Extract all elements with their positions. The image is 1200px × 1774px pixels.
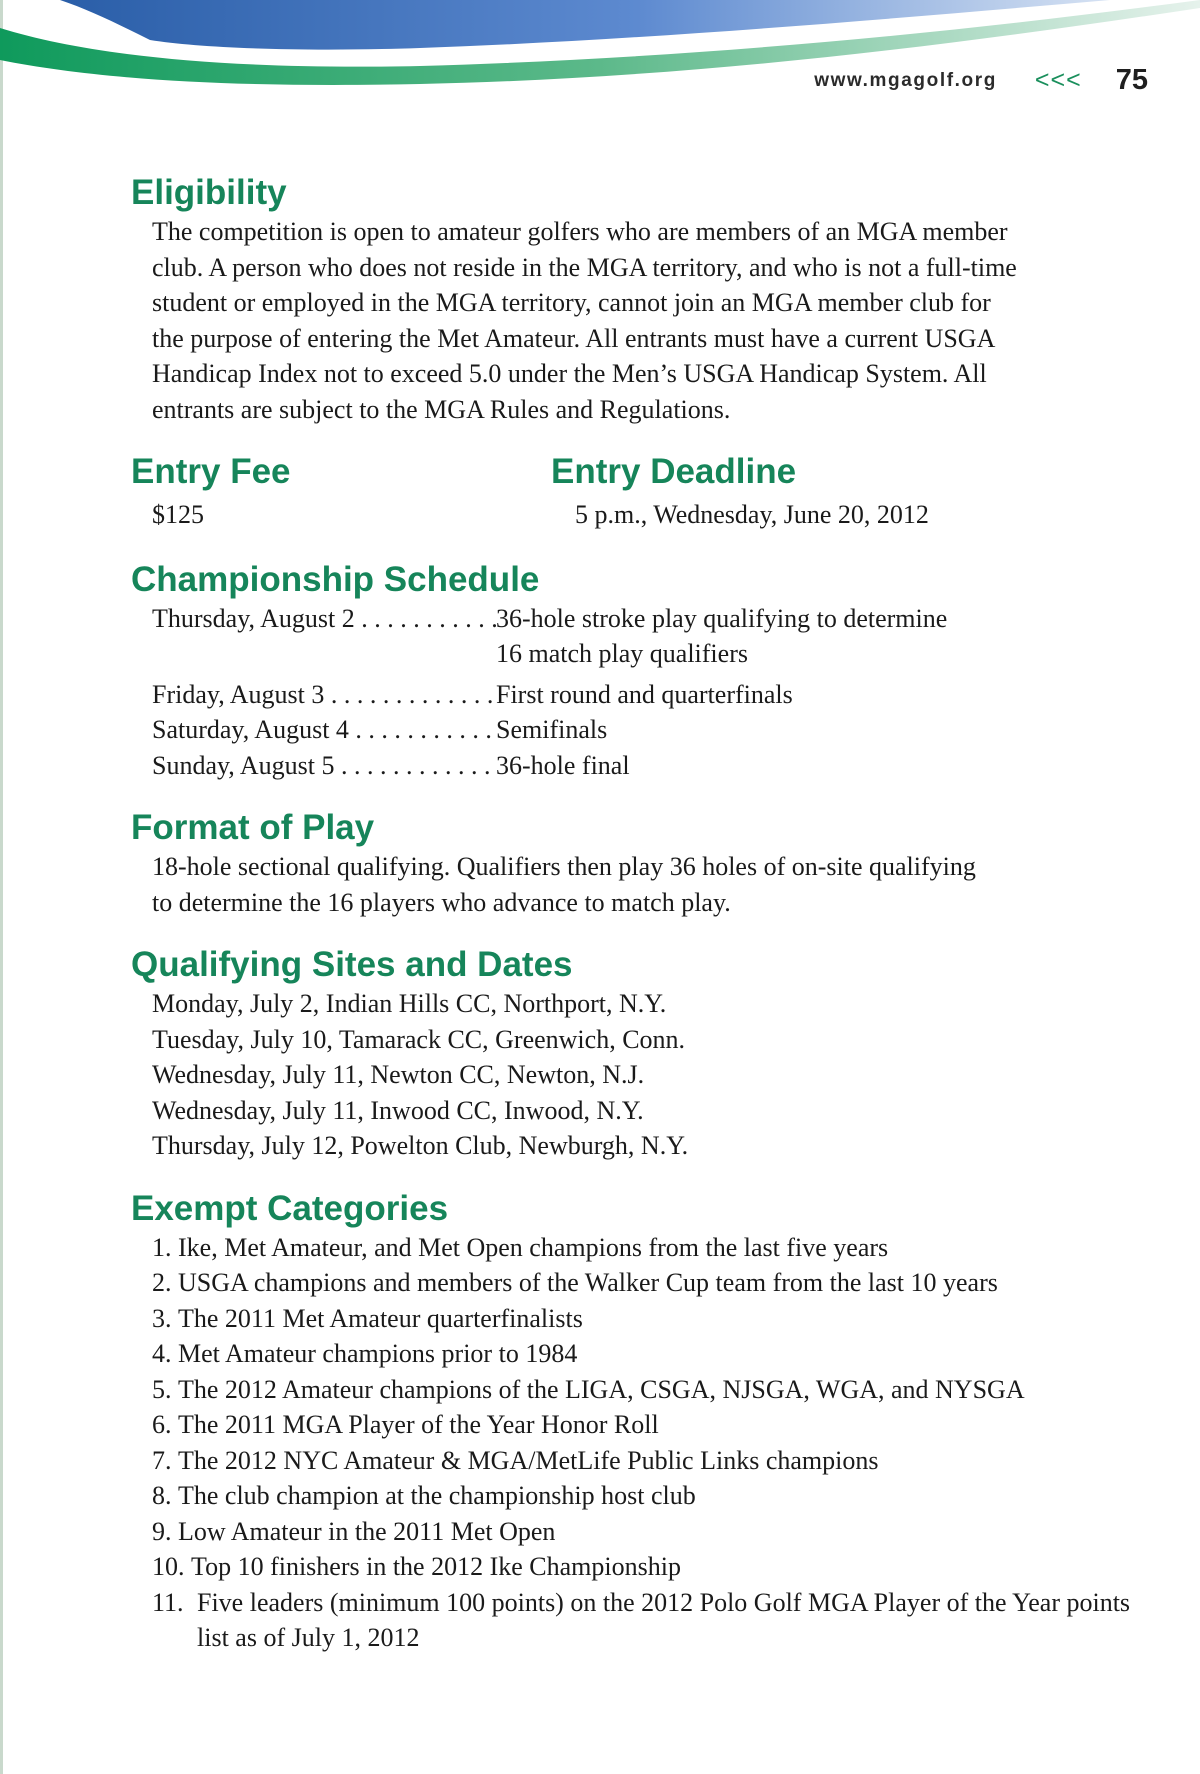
schedule-day: Thursday, August 2 . . . [152, 601, 496, 672]
exempt-item [131, 1478, 1141, 1514]
exempt-text: USGA champions and members of the Walker Cup team from the last 10 years [178, 1268, 998, 1297]
entry-deadline-heading: Entry Deadline [551, 452, 797, 491]
exempt-section [131, 1188, 1141, 1656]
exempt-item [131, 1372, 1141, 1408]
qualifying-list [131, 986, 1141, 1164]
exempt-text: Top 10 finishers in the 2012 Ike Championship [191, 1552, 681, 1581]
eligibility-line: The competition is open to amateur golfers who are members of an MGA member [152, 217, 1008, 246]
exempt-num: 7. [152, 1445, 178, 1475]
eligibility-line: entrants are subject to the MGA Rules and Regulations. [152, 394, 731, 424]
entry-deadline-section [551, 451, 1141, 533]
exempt-item [131, 1549, 1141, 1585]
format-heading: Format of Play [131, 808, 375, 847]
exempt-item [131, 1265, 1141, 1301]
eligibility-line: club. A person who does not reside in the MGA territory, and who is not a full-time [152, 252, 1017, 282]
format-body [131, 849, 1141, 920]
exempt-text: The club champion at the championship host club [178, 1481, 696, 1510]
exempt-item [131, 1585, 1141, 1656]
exempt-text: The 2012 NYC Amateur & MGA/MetLife Public Links champions [178, 1445, 879, 1475]
exempt-num: 4. [152, 1339, 178, 1368]
main-content [131, 172, 1141, 1680]
format-line: to determine the 16 players who advance to match play. [152, 887, 731, 917]
schedule-desc: First round and quarterfinals [496, 679, 793, 709]
qualifying-site: Tuesday, July 10, Tamarack CC, Greenwich, Conn. [152, 1024, 686, 1054]
schedule-row [131, 677, 1141, 713]
schedule-row [131, 712, 1141, 748]
exempt-num: 11. [152, 1587, 191, 1617]
exempt-text: The 2012 Amateur champions of the LIGA, CSGA, NJSGA, WGA, and NYSGA [178, 1374, 1025, 1404]
schedule-desc [496, 601, 1141, 672]
schedule-heading: Championship Schedule [131, 559, 540, 599]
schedule-row [131, 748, 1141, 784]
exempt-text: Met Amateur champions prior to 1984 [178, 1339, 578, 1368]
qualifying-section [131, 944, 1141, 1164]
schedule-row [131, 601, 1141, 672]
arrows-glyph: <<< [1034, 66, 1082, 94]
exempt-num: 3. [152, 1303, 178, 1333]
entry-fee-deadline-row [131, 451, 1141, 533]
exempt-text: Low Amateur in the 2011 Met Open [178, 1516, 556, 1546]
eligibility-line: the purpose of entering the Met Amateur. All entrants must have a current USGA [152, 323, 996, 353]
exempt-item [131, 1336, 1141, 1372]
exempt-text: The 2011 MGA Player of the Year Honor Roll [178, 1410, 659, 1439]
exempt-num: 1. [152, 1232, 178, 1262]
page-header [814, 64, 1148, 97]
exempt-item [131, 1301, 1141, 1337]
exempt-num: 10. [152, 1552, 191, 1581]
site-url[interactable]: www.mgagolf.org [814, 69, 997, 91]
exempt-text: The 2011 Met Amateur quarterfinalists [178, 1303, 583, 1333]
exempt-item [131, 1514, 1141, 1550]
exempt-item [131, 1407, 1141, 1443]
format-section [131, 807, 1141, 920]
schedule-day: Saturday, August 4 . . . [152, 712, 496, 748]
page-number: 75 [1115, 64, 1148, 96]
schedule-desc: Semifinals [496, 715, 608, 744]
schedule-desc-line: 16 match play qualifiers [496, 639, 748, 668]
exempt-num: 5. [152, 1374, 178, 1404]
format-line: 18-hole sectional qualifying. Qualifiers then play 36 holes of on-site qualifying [152, 852, 976, 881]
eligibility-line: Handicap Index not to exceed 5.0 under the Men’s USGA Handicap System. All [152, 359, 987, 388]
schedule-desc-line: 36-hole stroke play qualifying to determine [496, 603, 948, 633]
header-swoosh-graphic [0, 0, 1200, 120]
exempt-num: 6. [152, 1410, 178, 1439]
exempt-num: 2. [152, 1268, 178, 1297]
exempt-heading: Exempt Categories [131, 1188, 449, 1228]
exempt-item [131, 1443, 1141, 1479]
qualifying-heading: Qualifying Sites and Dates [131, 945, 573, 984]
exempt-item [131, 1230, 1141, 1266]
exempt-list [131, 1230, 1141, 1656]
schedule-section [131, 559, 1141, 784]
schedule-day: Sunday, August 5 . . . [152, 748, 496, 784]
exempt-text: Ike, Met Amateur, and Met Open champions from the last five years [178, 1232, 889, 1262]
eligibility-body [131, 214, 1141, 427]
exempt-num: 8. [152, 1481, 178, 1510]
exempt-num: 9. [152, 1516, 178, 1546]
qualifying-site: Monday, July 2, Indian Hills CC, Northport, N.Y. [152, 989, 667, 1018]
entry-fee-value: $125 [152, 500, 204, 529]
schedule-day: Friday, August 3 . . . [152, 677, 496, 713]
qualifying-site: Thursday, July 12, Powelton Club, Newburgh, N.Y. [152, 1131, 689, 1160]
exempt-text: Five leaders (minimum 100 points) on the 2012 Polo Golf MGA Player of the Year points list as of July 1, 2012 [197, 1587, 1131, 1652]
eligibility-line: student or employed in the MGA territory, cannot join an MGA member club for [152, 288, 991, 317]
entry-fee-section [131, 451, 551, 533]
qualifying-site: Wednesday, July 11, Newton CC, Newton, N.J. [152, 1060, 645, 1089]
qualifying-site: Wednesday, July 11, Inwood CC, Inwood, N.Y. [152, 1095, 644, 1125]
eligibility-heading: Eligibility [131, 173, 287, 212]
entry-deadline-value: 5 p.m., Wednesday, June 20, 2012 [575, 500, 929, 529]
schedule-desc: 36-hole final [496, 750, 630, 780]
page-edge [0, 0, 3, 1774]
entry-fee-heading: Entry Fee [131, 452, 291, 491]
eligibility-section [131, 172, 1141, 427]
